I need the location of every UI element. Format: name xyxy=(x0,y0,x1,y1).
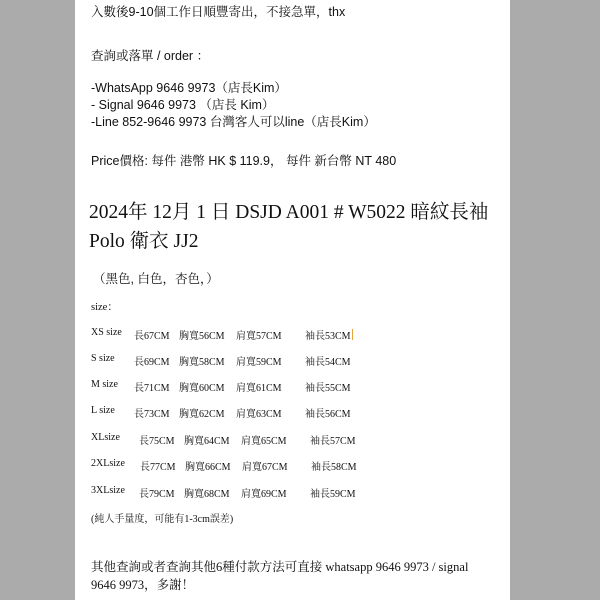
contact-signal: - Signal 9646 9973 （店長 Kim） xyxy=(91,98,275,112)
size-cell-chest: 胸寬56CM xyxy=(179,331,225,342)
size-cell-sleeve: 袖長57CM xyxy=(310,436,356,447)
footer-contact: 其他查詢或者查詢其他6種付款方法可直接 whatsapp 9646 9973 / signal 9646 9973，多謝！ xyxy=(91,560,469,592)
product-title-line-2: Polo 衛衣 JJ2 xyxy=(89,231,199,252)
size-cell-shoulder: 肩寬61CM xyxy=(236,383,282,394)
size-cell-shoulder: 肩寬69CM xyxy=(241,489,287,500)
size-cell-length: 長79CM xyxy=(139,489,175,500)
size-cell-length: 長75CM xyxy=(139,436,175,447)
document-page xyxy=(75,0,510,600)
color-options: （黑色, 白色，杏色，） xyxy=(93,272,219,286)
size-cell-length: 長71CM xyxy=(134,383,170,394)
size-cell-shoulder: 肩寬63CM xyxy=(236,409,282,420)
size-cell-size: 3XLsize xyxy=(91,485,125,496)
size-cell-size: S size xyxy=(91,353,115,364)
size-cell-sleeve: 袖長53CM xyxy=(305,327,353,342)
price-info: Price價格: 每件 港幣 HK $ 119.9， 每件 新台幣 NT 480 xyxy=(91,154,397,168)
size-cell-size: 2XLsize xyxy=(91,458,125,469)
contact-line: -Line 852-9646 9973 台灣客人可以line（店長Kim） xyxy=(91,115,376,129)
size-cell-chest: 胸寬58CM xyxy=(179,357,225,368)
order-heading: 查詢或落單 / order ： xyxy=(91,49,210,63)
size-cell-sleeve: 袖長58CM xyxy=(311,462,357,473)
shipping-notice: 入數後9-10個工作日順豐寄出，不接急單，thx xyxy=(91,5,346,19)
size-cell-sleeve: 袖長55CM xyxy=(305,383,351,394)
size-cell-chest: 胸寬60CM xyxy=(179,383,225,394)
size-cell-shoulder: 肩寬57CM xyxy=(236,331,282,342)
size-cell-sleeve: 袖長56CM xyxy=(305,409,351,420)
contact-whatsapp: -WhatsApp 9646 9973（店長Kim） xyxy=(91,81,287,95)
size-cell-shoulder: 肩寬59CM xyxy=(236,357,282,368)
size-cell-size: XLsize xyxy=(91,432,120,443)
text-cursor xyxy=(352,329,354,340)
product-title-line-1: 2024年 12月 1 日 DSJD A001 # W5022 暗紋長袖 xyxy=(89,202,489,223)
size-cell-chest: 胸寬66CM xyxy=(185,462,231,473)
size-cell-chest: 胸寬64CM xyxy=(184,436,230,447)
size-cell-chest: 胸寬68CM xyxy=(184,489,230,500)
size-label: size： xyxy=(91,302,118,313)
size-cell-length: 長73CM xyxy=(134,409,170,420)
size-cell-sleeve: 袖長59CM xyxy=(310,489,356,500)
measurement-note: (純人手量度，可能有1-3cm誤差) xyxy=(91,514,234,525)
size-cell-shoulder: 肩寬65CM xyxy=(241,436,287,447)
size-cell-chest: 胸寬62CM xyxy=(179,409,225,420)
size-cell-length: 長67CM xyxy=(134,331,170,342)
size-cell-size: XS size xyxy=(91,327,122,338)
size-cell-size: L size xyxy=(91,405,115,416)
size-cell-sleeve: 袖長54CM xyxy=(305,357,351,368)
size-cell-shoulder: 肩寬67CM xyxy=(242,462,288,473)
size-cell-length: 長77CM xyxy=(140,462,176,473)
size-cell-length: 長69CM xyxy=(134,357,170,368)
size-cell-size: M size xyxy=(91,379,118,390)
